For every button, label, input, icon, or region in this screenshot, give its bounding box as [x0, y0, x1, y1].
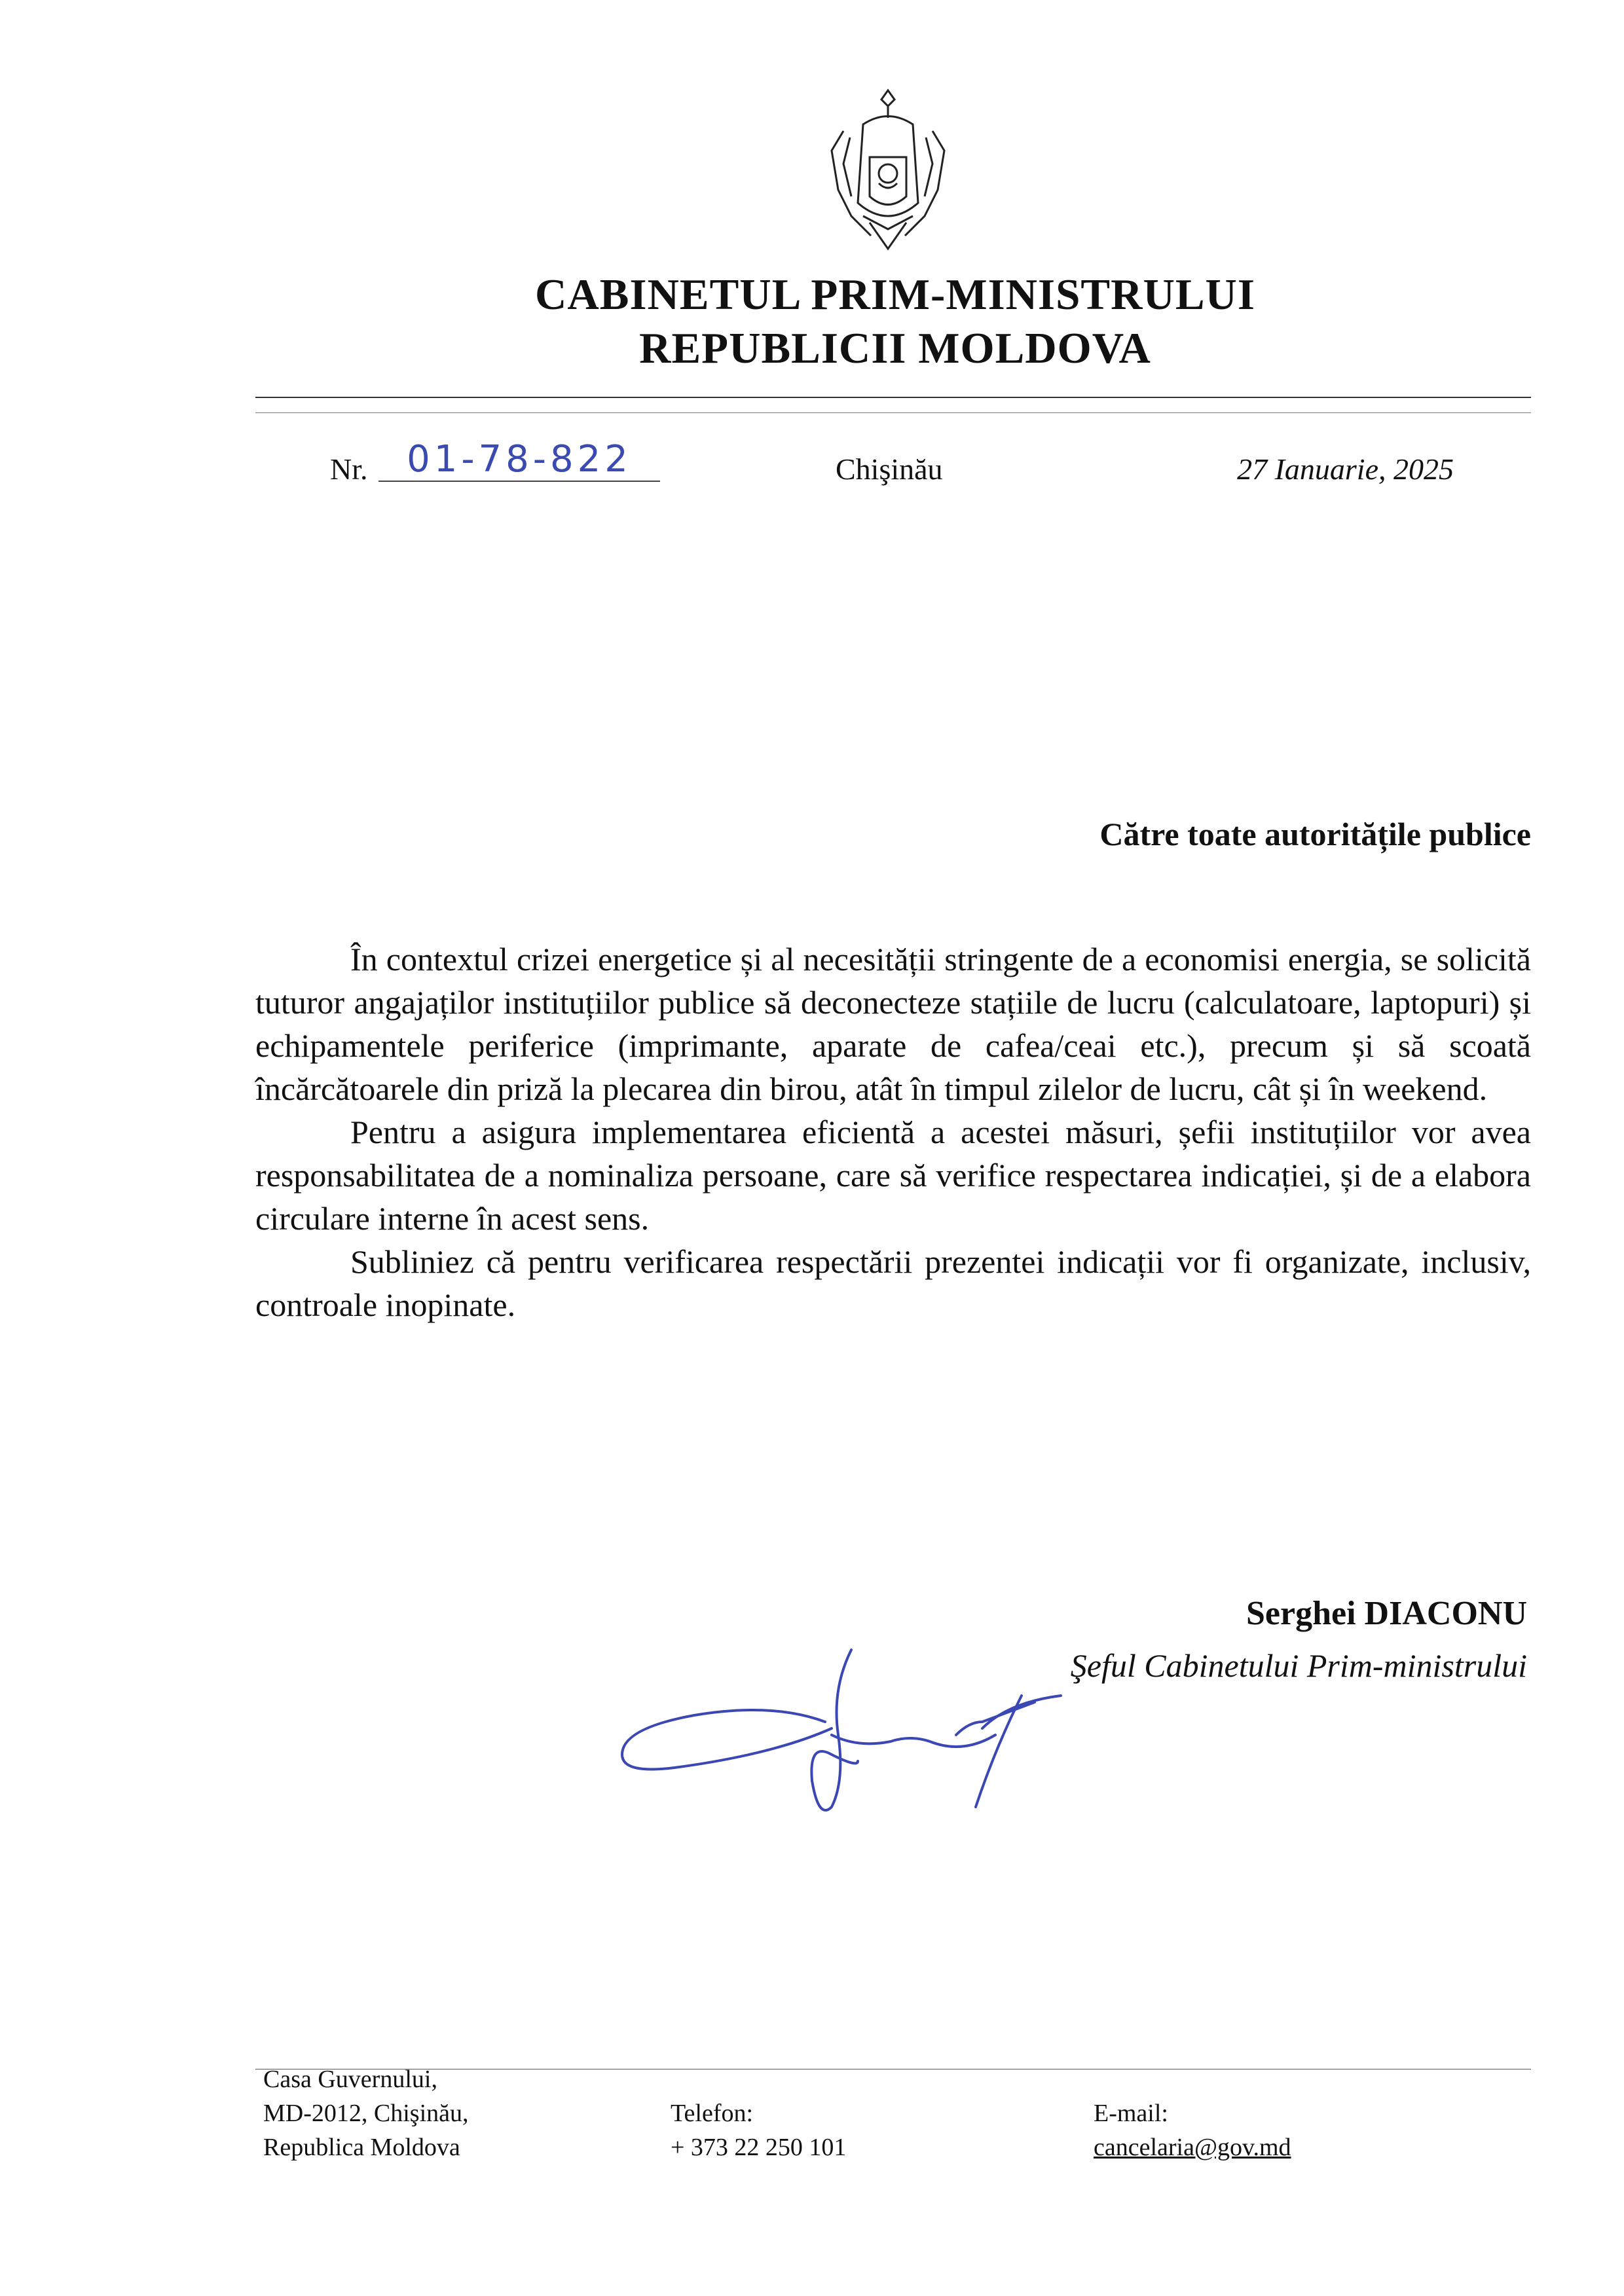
- footer-phone-label: Telefon:: [671, 2100, 754, 2127]
- moldova-coat-of-arms-icon: [824, 85, 952, 255]
- body-paragraph-1: În contextul crizei energetice și al necesității stringente de a economisi energia, se solicită tuturor angajaților instituțiilor publice să deconecteze stațiile de lucru (calculatoare, laptopuri) și echipamentele periferice (imprimante, aparate de cafea/ceai etc.), precum și să scoată încărcătoarele din priză la plecarea din birou, atât în timpul zilelor de lucru, cât și în weekend.: [255, 941, 1531, 1107]
- footer-email-link[interactable]: cancelaria@gov.md: [1094, 2134, 1291, 2161]
- footer-address: [263, 2062, 469, 2164]
- footer-address-line1: Casa Guvernului,: [263, 2066, 437, 2093]
- handwritten-signature: [616, 1624, 1179, 1820]
- footer-email-label: E-mail:: [1094, 2100, 1168, 2127]
- footer-phone: [671, 2096, 846, 2164]
- reference-prefix: Nr.: [330, 452, 368, 486]
- footer-address-line3: Republica Moldova: [263, 2134, 460, 2161]
- letter-body: [255, 938, 1531, 1326]
- body-paragraph-2: Pentru a asigura implementarea eficientă a acestei măsuri, șefii instituțiilor vor avea responsabilitatea de a nominaliza persoane, care să verifice respectarea indicației, și de a elabora circulare interne în acest sens.: [255, 1114, 1531, 1237]
- signer-name: Serghei DIACONU: [1246, 1595, 1527, 1632]
- footer-address-line2: MD-2012, Chişinău,: [263, 2100, 469, 2127]
- reference-city: Chişinău: [836, 452, 943, 486]
- institution-name-line2: REPUBLICII MOLDOVA: [639, 324, 1151, 373]
- institution-name-line1: CABINETUL PRIM-MINISTRULUI: [535, 270, 1255, 319]
- addressee: Către toate autoritățile publice: [1099, 816, 1531, 852]
- footer-email: [1094, 2096, 1291, 2164]
- header-rule-top: [255, 397, 1531, 398]
- header-rule-bottom: [255, 412, 1531, 413]
- reference-number: 01-78-822: [378, 440, 660, 482]
- footer-phone-value: + 373 22 250 101: [671, 2134, 847, 2161]
- signer-title: Şeful Cabinetului Prim-ministrului: [1070, 1647, 1527, 1684]
- reference-date: 27 Ianuarie, 2025: [1237, 452, 1454, 486]
- body-paragraph-3: Subliniez că pentru verificarea respectării prezentei indicații vor fi organizate, inclusiv, controale inopinate.: [255, 1243, 1531, 1323]
